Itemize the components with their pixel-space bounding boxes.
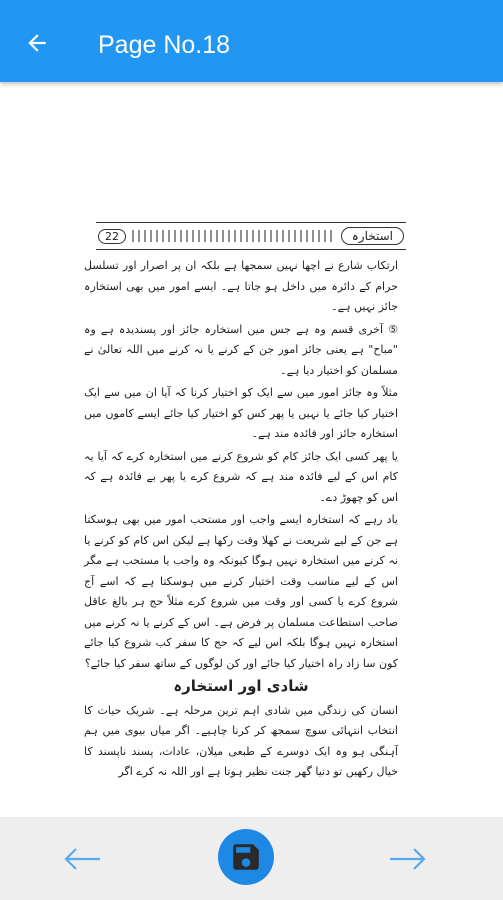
paragraph: ⑤ آخری قسم وہ ہے جس میں استخارہ جائز اور پسندیدہ ہے وہ "مباح" ہے یعنی جائز امور جن کے کرنے یا نہ کرنے میں اللہ تعالیٰ نے مسلمان کو اختیار دیا ہے۔ <box>84 322 398 377</box>
page-number: 22 <box>98 229 126 244</box>
app-bar <box>0 0 503 82</box>
paragraph: یا پھر کسی ایک جائز کام کو شروع کرنے میں استخارہ کرے کہ آیا یہ کام اس کے لیے فائدہ مند ہے کہ شروع کرے یا پھر بے فائدہ ہے کہ اس کو چھوڑ دے۔ <box>84 449 398 504</box>
arrow-right-icon <box>388 847 428 871</box>
page-header <box>96 222 406 250</box>
paragraph: مثلاً وہ جائز امور میں سے ایک کو اختیار کرنا کہ آیا ان میں سے ایک اختیار کیا جائے یا نہیں یا پھر کس کو اختیار کیا جائے ایسے کاموں میں استخارہ جائز اور فائدہ مند ہے۔ <box>84 386 398 440</box>
arrow-back-icon <box>24 30 50 56</box>
page-title: Page No.18 <box>98 31 231 59</box>
paragraph: انسان کی زندگی میں شادی اہم ترین مرحلہ ہے۔ شریک حیات کا انتخاب انتہائی سوچ سمجھ کر کرنا چاہیے۔ اگر میاں بیوی میں ہم آہنگی ہو وہ ایک دوسرے کے طبعی میلان، عادات، پسند ناپسند کا خیال رکھیں تو دنیا گھر جنت نظیر ہوتا ہے اور اللہ نہ کرے اگر <box>84 703 398 778</box>
page-viewer[interactable] <box>0 82 503 817</box>
chapter-title: استخارہ <box>341 227 404 245</box>
ornament-border <box>132 230 335 242</box>
previous-page-button[interactable] <box>60 842 104 876</box>
section-heading: شادی اور استخارہ <box>173 677 309 695</box>
bottom-bar <box>0 817 503 900</box>
paragraph: ارتکاب شارع نے اچھا نہیں سمجھا ہے بلکہ ان پر اصرار اور تسلسل حرام کے دائرہ میں داخل ہو جاتا ہے۔ ایسے امور میں بھی استخارہ جائز نہیں ہے۔ <box>84 259 398 313</box>
floppy-disk-icon <box>229 840 263 874</box>
arrow-left-icon <box>62 847 102 871</box>
paragraph: یاد رہے کہ استخارہ ایسے واجب اور مستحب امور میں بھی ہوسکتا ہے جن کے لیے شریعت نے کھلا وقت رکھا ہے لیکن اس کام کو کرنے یا نہ کرنے میں استخارہ نہیں ہوگا کیونکہ وہ واجب یا مستحب ہے مگر اس کے لیے مناسب وقت اختیار کرنے میں ہوسکتا ہے کہ اسے آج شروع کرے یا کسی اور وقت میں شروع کرے مثلاً حج ہر بالغ عاقل صاحب استطاعت مسلمان پر فرض ہے۔ اس کے کرنے یا نہ کرنے میں استخارہ نہیں ہوگا بلکہ اس لیے کہ حج کا سفر کب شروع کیا جائے کون سا زاد راہ اختیار کیا جائے اور کن لوگوں کے ساتھ سفر کیا جائے؟ <box>84 513 398 670</box>
next-page-button[interactable] <box>386 842 430 876</box>
book-page <box>76 222 406 778</box>
page-body <box>76 256 406 783</box>
save-button[interactable] <box>218 829 274 885</box>
back-button[interactable] <box>20 26 54 60</box>
